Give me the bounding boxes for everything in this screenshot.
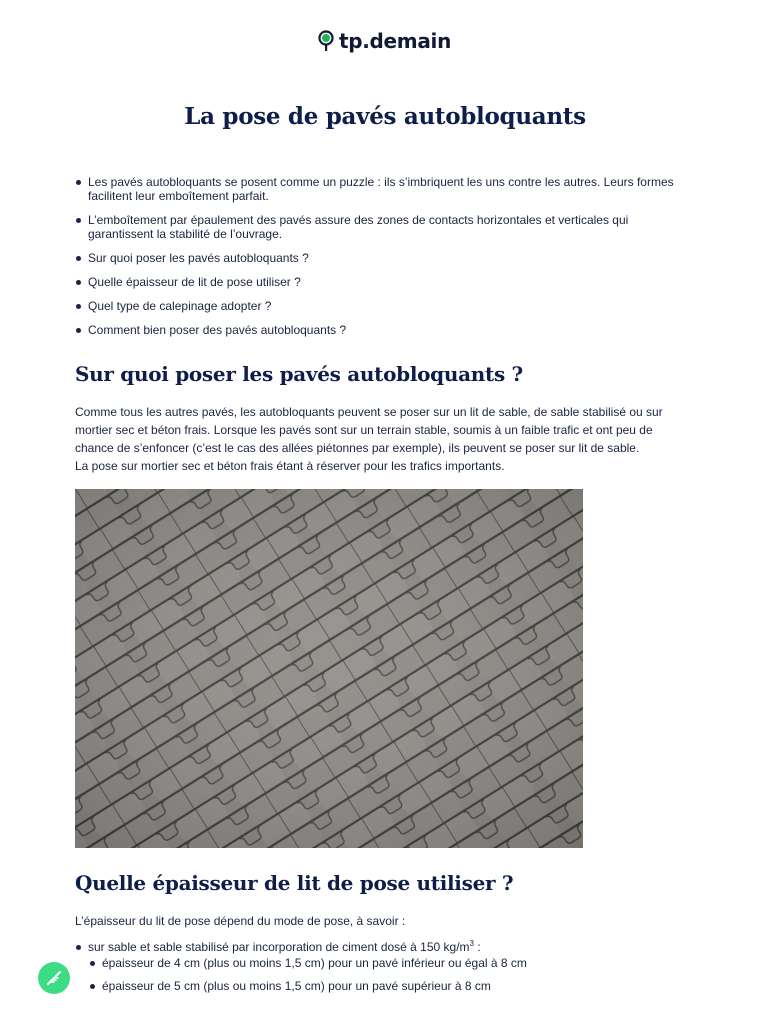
tree-pin-icon: [317, 30, 335, 52]
section-intro: L’épaisseur du lit de pose dépend du mode de pose, à savoir :: [75, 914, 406, 928]
section-heading-epaisseur: Quelle épaisseur de lit de pose utiliser ?: [75, 871, 514, 895]
toc-link-epaisseur[interactable]: Quelle épaisseur de lit de pose utiliser ?: [75, 275, 695, 289]
list-item-text: sur sable et sable stabilisé par incorporation de ciment dosé à 150 kg/m: [88, 940, 470, 954]
superscript-3: 3: [469, 939, 474, 948]
paragraph-text-2: La pose sur mortier sec et béton frais étant à réserver pour les trafics importants.: [75, 459, 505, 473]
logo-text: tp.demain: [338, 29, 452, 53]
section-paragraph: [75, 403, 685, 475]
nested-list-item: épaisseur de 5 cm (plus ou moins 1,5 cm) pour un pavé supérieur à 8 cm: [90, 978, 697, 994]
table-of-contents: [75, 175, 695, 347]
feather-check-icon: [45, 969, 63, 987]
site-header: [0, 26, 768, 56]
paragraph-text: Comme tous les autres pavés, les autobloquants peuvent se poser sur un lit de sable, de sable stabilisé ou sur mortier sec et béton frais. Lorsque les pavés sont sur un terrain stable, soumis à un faible trafic et ont peu de chance de s’enfoncer (c’est le cas des allées piétonnes par exemple), ils peuvent se poser sur lit de sable.: [75, 405, 663, 455]
nested-list-item: épaisseur de 4 cm (plus ou moins 1,5 cm) pour un pavé inférieur ou égal à 8 cm: [90, 955, 697, 971]
toc-link-calepinage[interactable]: Quel type de calepinage adopter ?: [75, 299, 695, 313]
section-heading-sur-quoi-poser: Sur quoi poser les pavés autobloquants ?: [75, 362, 523, 386]
toc-item-intro-2: L’emboîtement par épaulement des pavés assure des zones de contacts horizontales et verticales qui garantissent la stabilité de l’ouvrage.: [75, 213, 695, 241]
toc-item-intro-1: Les pavés autobloquants se posent comme un puzzle : ils s’imbriquent les uns contre les autres. Leurs formes facilitent leur emboîtement parfait.: [75, 175, 695, 203]
list-item: [75, 939, 695, 994]
toc-link-sur-quoi-poser[interactable]: Sur quoi poser les pavés autobloquants ?: [75, 251, 695, 265]
paving-photo: [75, 489, 583, 848]
paving-stones-image: [75, 489, 583, 848]
thickness-list: [75, 939, 695, 1001]
site-logo[interactable]: [317, 29, 451, 53]
floating-action-button[interactable]: [38, 962, 70, 994]
page-title: La pose de pavés autobloquants: [184, 103, 586, 130]
list-item-suffix: :: [474, 940, 481, 954]
toc-link-comment-poser[interactable]: Comment bien poser des pavés autobloquants ?: [75, 323, 695, 337]
nested-list: [88, 955, 695, 994]
